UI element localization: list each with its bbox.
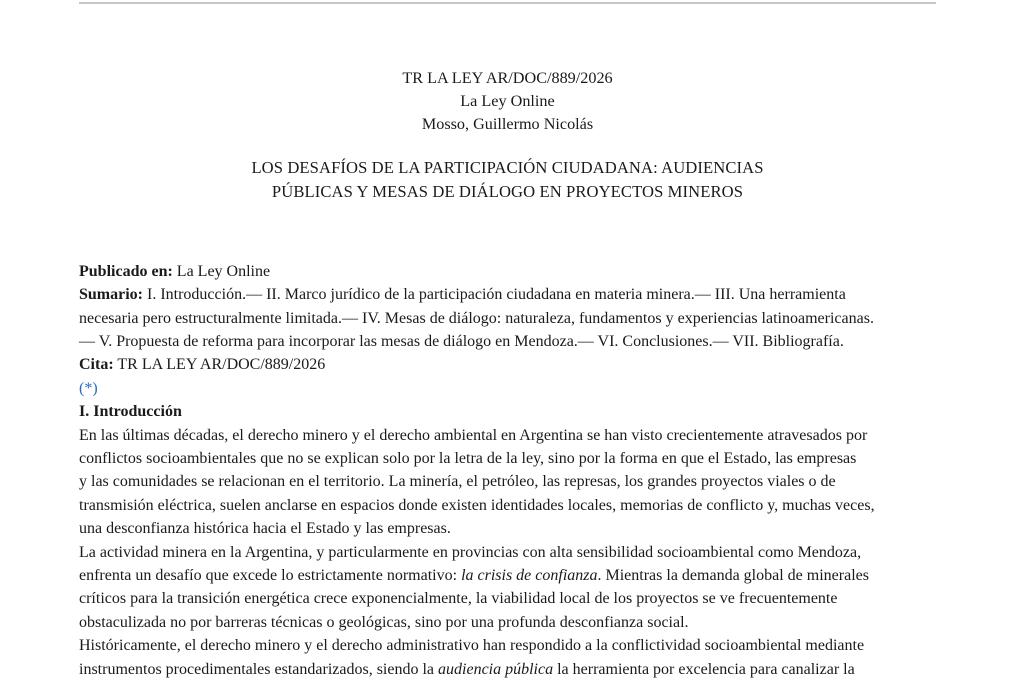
p3-line-1: Históricamente, el derecho minero y el derecho administrativo han respondido a la conflictividad socioambiental mediante [79,637,865,655]
summary-label: Sumario: [79,286,143,304]
section-heading-introduccion: I. Introducción [79,403,182,421]
p1-line-4: transmisión eléctrica, suelen anclarse en espacios donde existen identidades locales, memorias de conflicto y, muchas veces, [79,496,875,514]
cite-row [79,353,936,376]
footnote-row [79,377,936,400]
document-body [79,0,936,681]
p2-line-2-start: enfrenta un desafío que excede lo estrictamente normativo: [79,567,462,585]
p3-line-2-end: la herramienta por excelencia para canalizar la [553,660,855,678]
p1-line-3: y las comunidades se relacionan en el territorio. La minería, el petróleo, las represas, los grandes proyectos viales o de [79,473,836,491]
publication-name: La Ley Online [460,92,555,111]
document-header [79,67,936,137]
p3-line-2-start: instrumentos procedimentales estandarizados, siendo la [79,660,439,678]
author-name: Mosso, Guillermo Nicolás [421,115,594,134]
title-line-2: PÚBLICAS Y MESAS DE DIÁLOGO EN PROYECTOS MINEROS [271,182,744,202]
p1-line-2: conflictos socioambientales que no se explican solo por la letra de la ley, sino por la forma en que el Estado, las empresas [79,450,857,468]
p2-line-3: críticos para la transición energética crece exponencialmente, la viabilidad local de los proyectos se ve frecuentemente [79,590,838,608]
published-label: Publicado en: [79,262,173,280]
p1-line-5: una desconfianza histórica hacia el Estado y las empresas. [79,520,451,538]
footnote-link[interactable]: (*) [79,379,98,397]
document-metadata [79,260,936,681]
title-line-1: LOS DESAFÍOS DE LA PARTICIPACIÓN CIUDADANA: AUDIENCIAS [251,157,764,177]
summary-line-2: necesaria pero estructuralmente limitada.— IV. Mesas de diálogo: naturaleza, fundamentos y experiencias latinoamericanas. [79,309,874,327]
p1-line-1: En las últimas décadas, el derecho minero y el derecho ambiental en Argentina se han visto crecientemente atravesados por [79,426,868,444]
published-value: La Ley Online [176,262,271,280]
cite-value: TR LA LEY AR/DOC/889/2026 [117,356,326,374]
paragraph-3 [79,634,936,681]
cite-label: Cita: [79,356,114,374]
summary-line-3: — V. Propuesta de reforma para incorporar las mesas de diálogo en Mendoza.— VI. Conclusiones.— VII. Bibliografía. [79,333,844,351]
summary-line-1: I. Introducción.— II. Marco jurídico de la participación ciudadana en materia minera.— III. Una herramienta [147,286,846,304]
doc-reference: TR LA LEY AR/DOC/889/2026 [402,69,613,87]
published-row [79,260,936,283]
p2-line-1: La actividad minera en la Argentina, y particularmente en provincias con alta sensibilidad socioambiental como Mendoza, [79,543,862,561]
p3-emphasis: audiencia pública [438,660,554,678]
p2-line-2-end: . Mientras la demanda global de minerales [597,567,869,585]
summary-row [79,283,936,353]
p2-emphasis: la crisis de confianza [461,567,598,585]
p2-line-4: obstaculizada no por barreras técnicas o geológicas, sino por una profunda desconfianza social. [79,613,689,631]
paragraph-1 [79,424,936,541]
paragraph-2 [79,541,936,635]
page-title [79,156,936,205]
